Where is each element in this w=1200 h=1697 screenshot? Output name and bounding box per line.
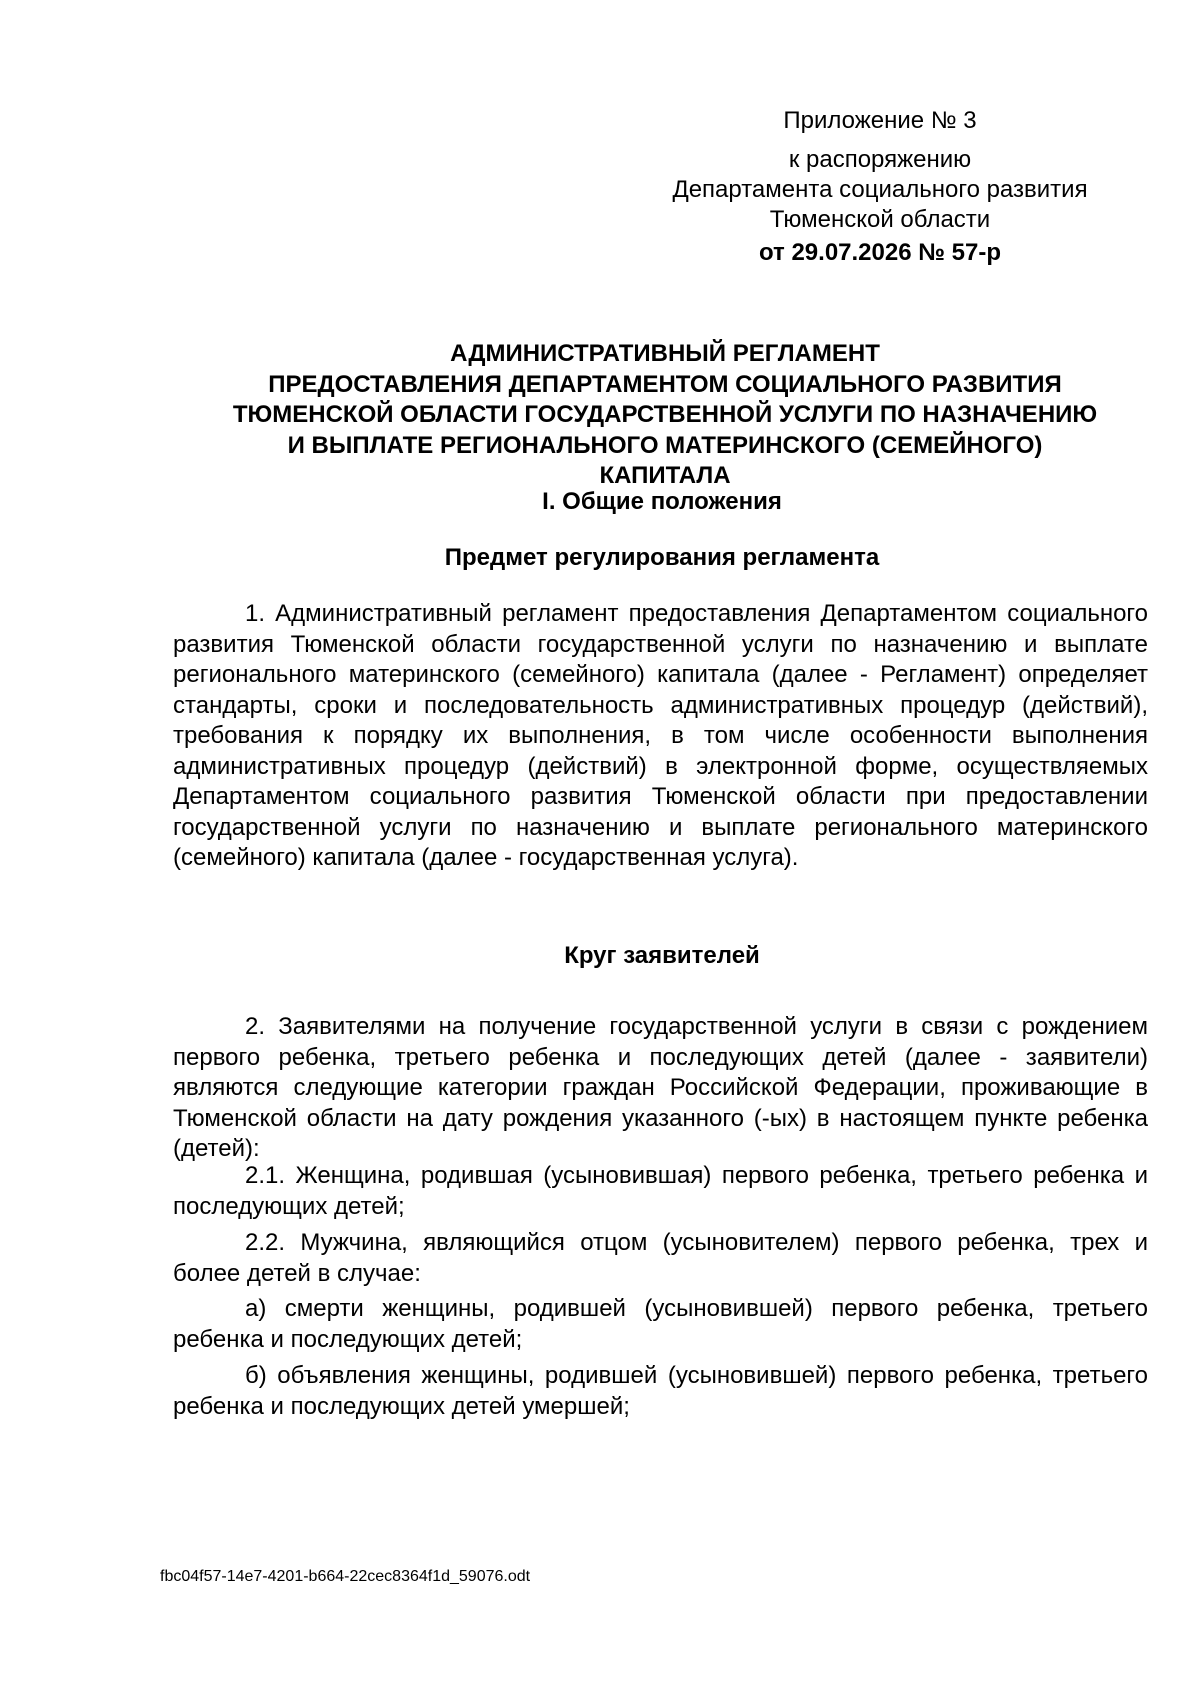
- subsection-heading: Круг заявителей: [564, 942, 760, 969]
- paragraph-2: 2. Заявителями на получение государственной услуги в связи с рождением первого ребенка, третьего ребенка и последующих детей (далее - заявители) являются следующие категории граждан Российской Федерации, проживающие в Тюменской области на дату рождения указанного (-ых) в настоящем пункте ребенка (детей):: [173, 1013, 1148, 1162]
- paragraph-1: 1. Административный регламент предоставления Департаментом социального развития Тюменской области государственной услуги по назначению и выплате регионального материнского (семейного) капитала (далее - Регламент) определяет стандарты, сроки и последовательность административных процедур (действий), требования к порядку их выполнения, в том числе особенности выполнения административных процедур (действий) в электронной форме, осуществляемых Департаментом социального развития Тюменской области при предоставлении государственной услуги по назначению и выплате регионального материнского (семейного) капитала (далее - государственная услуга).: [173, 600, 1148, 871]
- title-line: КАПИТАЛА: [599, 462, 731, 489]
- title-line: ПРЕДОСТАВЛЕНИЯ ДЕПАРТАМЕНТОМ СОЦИАЛЬНОГО РАЗВИТИЯ: [268, 370, 1062, 398]
- title-line: АДМИНИСТРАТИВНЫЙ РЕГЛАМЕНТ: [450, 340, 880, 367]
- paragraph-b: б) объявления женщины, родившей (усыновившей) первого ребенка, третьего ребенка и последующих детей умершей;: [173, 1362, 1148, 1420]
- title-line: И ВЫПЛАТЕ РЕГИОНАЛЬНОГО МАТЕРИНСКОГО (СЕМЕЙНОГО): [287, 431, 1043, 459]
- addendum-line: к распоряжению: [788, 146, 972, 173]
- footer-filename: fbc04f57-14e7-4201-b664-22cec8364f1d_59076.odt: [160, 1568, 531, 1585]
- document-title: [130, 339, 1200, 492]
- paragraph-2-1: 2.1. Женщина, родившая (усыновившая) первого ребенка, третьего ребенка и последующих детей;: [173, 1162, 1148, 1220]
- addendum-line: Тюменской области: [769, 206, 991, 233]
- paragraph-a: а) смерти женщины, родившей (усыновившей) первого ребенка, третьего ребенка и последующих детей;: [173, 1295, 1148, 1353]
- addendum-line: Департамента социального развития: [672, 176, 1088, 203]
- subsection-heading: Предмет регулирования регламента: [444, 544, 880, 571]
- paragraph-2-2: 2.2. Мужчина, являющийся отцом (усыновителем) первого ребенка, трех и более детей в случае:: [173, 1229, 1148, 1287]
- addendum-label: Приложение № 3: [783, 107, 977, 134]
- order-date-number: от 29.07.2026 № 57-р: [758, 239, 1002, 266]
- section-heading: I. Общие положения: [542, 488, 782, 515]
- addendum-block: [660, 145, 1100, 235]
- title-line: ТЮМЕНСКОЙ ОБЛАСТИ ГОСУДАРСТВЕННОЙ УСЛУГИ ПО НАЗНАЧЕНИЮ: [232, 401, 1098, 428]
